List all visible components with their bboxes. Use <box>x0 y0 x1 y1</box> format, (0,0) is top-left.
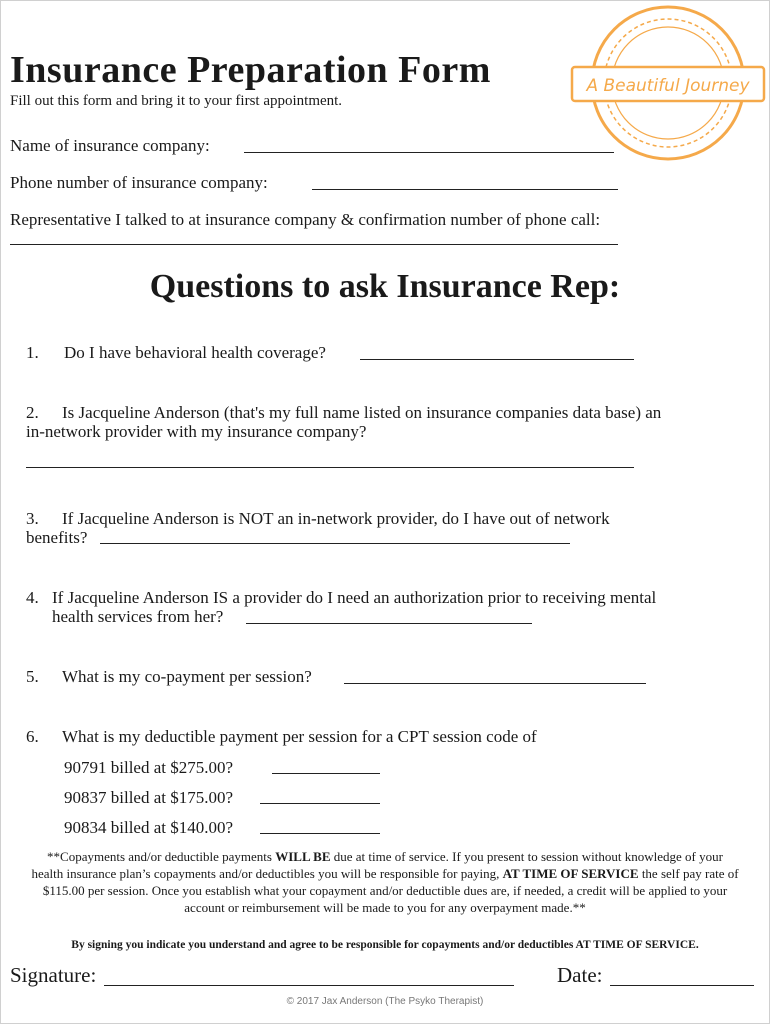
beautiful-journey-logo <box>568 3 768 165</box>
question-5-answer-field[interactable] <box>344 683 646 684</box>
question-1-answer-field[interactable] <box>360 359 634 360</box>
payment-note-part3: the self pay rate of $115.00 per session. Once you establish what your copayment and/or deductible dues are, if needed, a credit will be applied to your account or reimbursement will be made to you for any overpayment made.** <box>42 866 739 915</box>
page-title: Insurance Preparation Form <box>10 49 491 91</box>
consent-statement: By signing you indicate you understand and agree to be responsible for copayments and/or deductibles AT TIME OF SERVICE. <box>71 939 699 951</box>
cpt-code-90834: 90834 billed at $140.00? <box>64 818 234 837</box>
cpt-code-90791-field[interactable] <box>272 773 380 774</box>
question-4-answer-field[interactable] <box>246 623 532 624</box>
question-3-text-line2: benefits? <box>26 528 88 547</box>
payment-note-part1: **Copayments and/or deductible payments <box>47 849 276 864</box>
question-4-number: 4. <box>26 588 39 607</box>
payment-note-part2: due at time of service. If you present to session without knowledge of your health insurance plan’s copayments and/or deductibles you will be responsible for paying, <box>31 849 723 881</box>
cpt-code-90791: 90791 billed at $275.00? <box>64 758 234 777</box>
question-1-number: 1. <box>26 343 39 362</box>
question-2-answer-field[interactable] <box>26 467 634 468</box>
payment-note <box>30 848 740 916</box>
date-field[interactable] <box>610 985 754 986</box>
page-subtitle: Fill out this form and bring it to your first appointment. <box>10 93 343 109</box>
question-6-number: 6. <box>26 727 39 746</box>
representative-field[interactable] <box>10 244 618 245</box>
question-5-text: What is my co-payment per session? <box>62 667 312 686</box>
question-2-text-line1: Is Jacqueline Anderson (that's my full name listed on insurance companies data base) an <box>62 403 662 422</box>
signature-label: Signature: <box>10 963 97 987</box>
company-name-label: Name of insurance company: <box>10 136 210 155</box>
signature-field[interactable] <box>104 985 514 986</box>
date-label: Date: <box>557 963 603 987</box>
cpt-code-90837-field[interactable] <box>260 803 380 804</box>
company-phone-label: Phone number of insurance company: <box>10 173 268 192</box>
question-3-answer-field[interactable] <box>100 543 570 544</box>
question-2-text-line2: in-network provider with my insurance company? <box>26 422 367 441</box>
cpt-code-90834-field[interactable] <box>260 833 380 834</box>
payment-note-bold2: AT TIME OF SERVICE <box>502 866 639 881</box>
representative-label: Representative I talked to at insurance company & confirmation number of phone call: <box>10 210 601 229</box>
company-name-field[interactable] <box>244 152 614 153</box>
question-3-text-line1: If Jacqueline Anderson is NOT an in-network provider, do I have out of network <box>62 509 610 528</box>
payment-note-bold1: WILL BE <box>275 849 331 864</box>
logo-text: A Beautiful Journey <box>586 76 750 96</box>
question-3-number: 3. <box>26 509 39 528</box>
question-6-text: What is my deductible payment per session for a CPT session code of <box>62 727 537 746</box>
company-phone-field[interactable] <box>312 189 618 190</box>
question-2-number: 2. <box>26 403 39 422</box>
question-5-number: 5. <box>26 667 39 686</box>
question-1-text: Do I have behavioral health coverage? <box>64 343 326 362</box>
cpt-code-90837: 90837 billed at $175.00? <box>64 788 234 807</box>
question-4-text-line1: If Jacqueline Anderson IS a provider do I need an authorization prior to receiving mental <box>52 588 657 607</box>
questions-heading: Questions to ask Insurance Rep: <box>149 268 621 305</box>
copyright-footer: © 2017 Jax Anderson (The Psyko Therapist) <box>286 996 484 1007</box>
question-4-text-line2: health services from her? <box>52 607 224 626</box>
